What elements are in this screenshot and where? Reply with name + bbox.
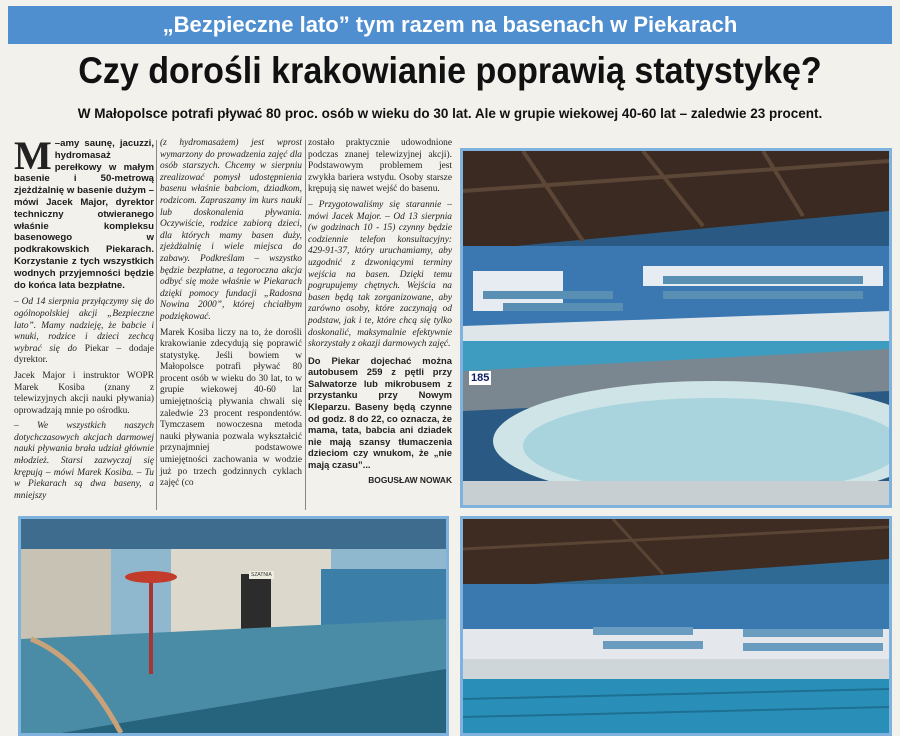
paragraph-5: Marek Kosiba liczy na to, że dorośli krakowianie zdecydują się poprawić statystykę. Jeśli bowiem w Małopolsce potrafi pływać 80 procent osób w wieku do 30 lat, to w grupie wiekowej 40-60 lat umiejętnością pływania chwali się zaledwie 23 procent respondentów. Tymczasem nowoczesna metoda nauki pływania pozwala wykształcić przynajmniej podstawowe umiejętności zachowania w wodzie już po trzech godzinnych cyklach zajęć (co xyxy=(160,327,302,489)
pool-scene-2 xyxy=(21,519,446,733)
paragraph-4: (z hydromasażem) jest wprost wymarzony do prowadzenia zajęć dla osób starszych. Chcemy w sierpniu zrealizować pomysł udostępnienia basenu właśnie babciom, dziadkom, rodzicom. Zapraszamy im kurs nauki lub doskonalenia pływania. Oczywiście, rodzice zabiorą dzieci, dla których mamy basen duży, zjeżdżalnię i wiele miejsca do zabawy. Podkreślam – wszystko będzie bezpłatne, a tegoroczna akcja odbyć się może właśnie w Piekarach dzięki pomocy fundacji „Radosna Nowina 2000”, której chciałbym podziękować. xyxy=(160,138,302,322)
dropcap: M xyxy=(14,133,52,178)
paragraph-8: Do Piekar dojechać można autobusem 259 z pętli przy Salwatorze lub mikrobusem z przystanku przy Nowym Kleparzu. Baseny będą czynne od godz. 8 do 22, co oznacza, że mama, tata, babcia ani dziadek nie mają szansy tłumaczenia dzieciom czy wnukom, że „nie mają czasu”... xyxy=(308,354,452,471)
paragraph-7: – Przygotowaliśmy się starannie – mówi Jacek Major. – Od 13 sierpnia (w godzinach 10 - 15) czynny będzie codziennie telefon konsultacyjny: 429-91-37, który uruchamiamy, aby uzgodnić z dzwoniącymi terminy wejścia na basen. Dzięki temu pogrupujemy chętnych. Wejścia na basen będą tak zorganizowane, aby zarówno osoby, które zaczynają od podstaw, jak i te, które chcą się tylko doskonalić, maksymalnie efektywnie skorzystały z okazji darmowych zajęć. xyxy=(308,199,452,350)
subheadline: W Małopolsce potrafi pływać 80 proc. osób w wieku do 30 lat. Ale w grupie wiekowej 40-60 lat – zaledwie 23 procent. xyxy=(77,106,823,121)
paragraph-1: – Od 14 sierpnia przyłączymy się do ogólnopolskiej akcji „Bezpieczne lato”. Mamy nadzieję, że babcie i wnuki, rodzice i dzieci zechcą wybrać się do Piekar – dodaje dyrektor. xyxy=(14,297,154,366)
headline: Czy dorośli krakowianie poprawią statystykę? xyxy=(78,50,822,91)
article-column-2 xyxy=(160,138,302,494)
lead-dash: – xyxy=(54,138,61,149)
pool-scene-3 xyxy=(463,519,889,733)
lead-text: amy saunę, jacuzzi, hydromasaż perełkowy w małym basenie i 50-metrową zjeżdżalnię w basenie dużym – mówi Jacek Major, dyrektor techniczny otwieranego właśnie kompleksu basenowego w podkrakowskich Piekarach. Korzystanie z tych wszystkich wodnych przyjemności będzie do końca lata bezpłatne. xyxy=(14,138,154,291)
lead-paragraph xyxy=(14,133,154,291)
article-column-1 xyxy=(14,133,154,506)
changing-room-sign: SZATNIA xyxy=(251,572,272,578)
paragraph-6: zostało praktycznie udowodnione podczas znanej telewizyjnej akcji). Podstawowym problemem jest zwykła bariera wstydu. Osoby starsze krępują się nawet wejść do basenu. xyxy=(308,138,452,195)
top-banner: „Bezpieczne lato” tym razem na basenach w Piekarach xyxy=(8,6,892,44)
photo-pool-stands xyxy=(460,148,892,508)
photo-small-pool xyxy=(18,516,449,736)
byline: BOGUSŁAW NOWAK xyxy=(368,474,452,485)
photo-pool-lanes xyxy=(460,516,892,736)
article-column-3 xyxy=(308,138,452,486)
paragraph-3: – We wszystkich naszych dotychczasowych akcjach darmowej nauki pływania brała udział głównie młodzież. Starsi zazwyczaj się krępują – mówi Marek Kosiba. – Tu w Piekarach są dwa baseny, a mniejszy xyxy=(14,421,154,501)
column-divider xyxy=(156,140,157,510)
pool-scene-1 xyxy=(463,151,889,505)
column-divider xyxy=(305,140,306,510)
paragraph-2: Jacek Major i instruktor WOPR Marek Kosiba (znany z telewizyjnych akcji nauki pływania) oprowadzają mnie po ośrodku. xyxy=(14,370,154,416)
pool-marker-label: 185 xyxy=(471,372,490,384)
